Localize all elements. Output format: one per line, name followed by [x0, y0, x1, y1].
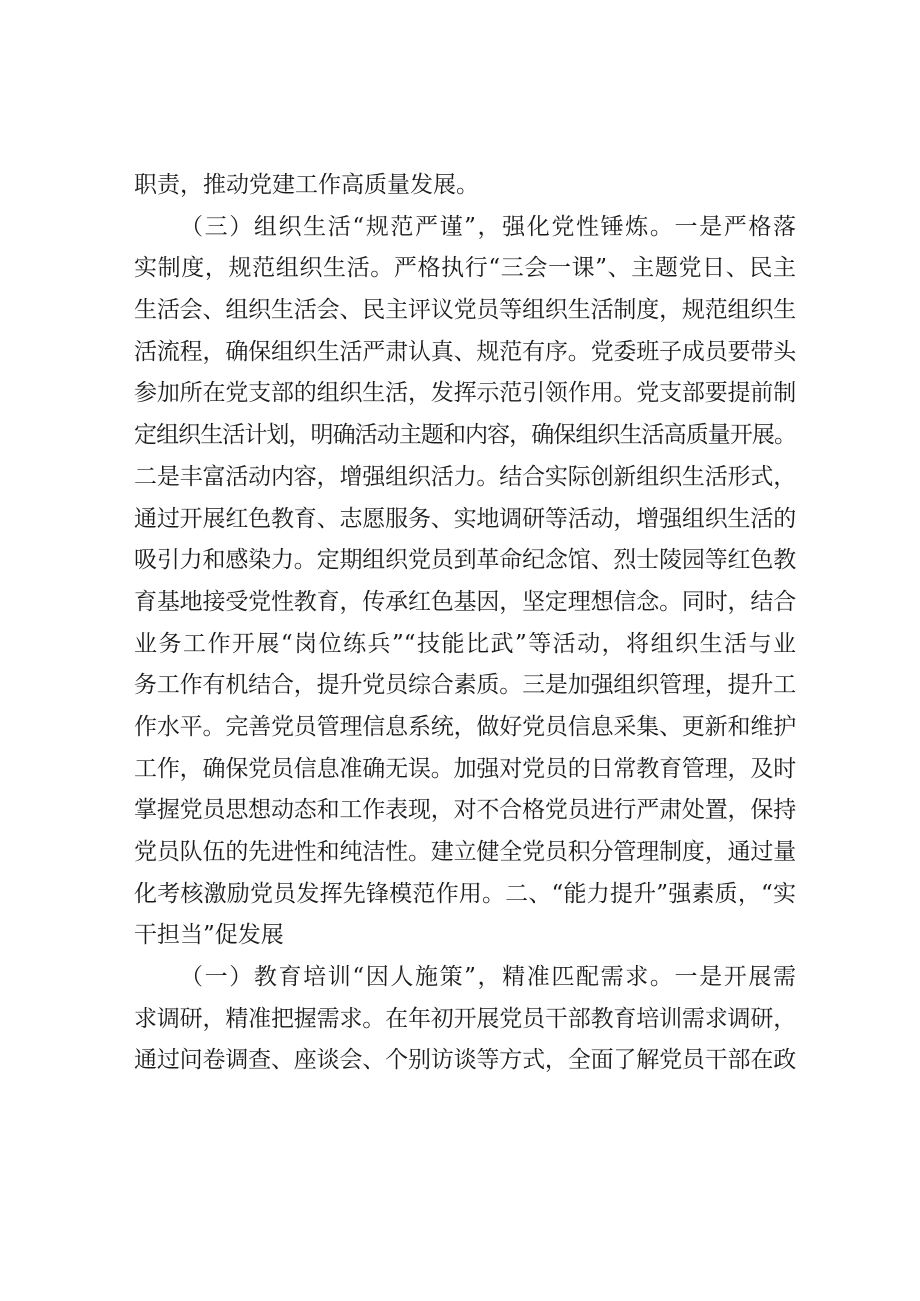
- paragraph-line: 务工作有机结合，提升党员综合素质。三是加强组织管理，提升工: [134, 672, 796, 699]
- document-body: [134, 165, 796, 1082]
- paragraph-line: 生活会、组织生活会、民主评议党员等组织生活制度，规范组织生: [134, 297, 796, 324]
- paragraph-line: 实制度，规范组织生活。严格执行“三会一课”、主题党日、民主: [134, 255, 796, 282]
- paragraph-line: 求调研，精准把握需求。在年初开展党员干部教育培训需求调研，: [134, 1005, 796, 1032]
- paragraph-line: （一）教育培训“因人施策”，精准匹配需求。一是开展需: [180, 964, 796, 991]
- paragraph-line: 化考核激励党员发挥先锋模范作用。二、“能力提升”强素质，“实: [134, 880, 796, 907]
- paragraph-line: 通过问卷调查、座谈会、个别访谈等方式，全面了解党员干部在政: [134, 1047, 796, 1074]
- paragraph-line: 作水平。完善党员管理信息系统，做好党员信息采集、更新和维护: [134, 713, 796, 740]
- paragraph-line: 参加所在党支部的组织生活，发挥示范引领作用。党支部要提前制: [134, 380, 796, 407]
- paragraph-line: 掌握党员思想动态和工作表现，对不合格党员进行严肃处置，保持: [134, 797, 796, 824]
- paragraph-line: 通过开展红色教育、志愿服务、实地调研等活动，增强组织生活的: [134, 505, 796, 532]
- paragraph-line: 吸引力和感染力。定期组织党员到革命纪念馆、烈士陵园等红色教: [134, 547, 796, 574]
- paragraph-line: （三）组织生活“规范严谨”，强化党性锤炼。一是严格落: [180, 213, 796, 240]
- section-heading-line: 干担当”促发展: [134, 922, 284, 949]
- paragraph-line: 职责，推动党建工作高质量发展。: [134, 172, 479, 198]
- paragraph-line: 育基地接受党性教育，传承红色基因，坚定理想信念。同时，结合: [134, 588, 796, 615]
- paragraph-line: 党员队伍的先进性和纯洁性。建立健全党员积分管理制度，通过量: [134, 839, 796, 865]
- paragraph-line: 定组织生活计划，明确活动主题和内容，确保组织生活高质量开展。: [134, 422, 796, 449]
- paragraph-line: 二是丰富活动内容，增强组织活力。结合实际创新组织生活形式，: [134, 463, 796, 490]
- paragraph-line: 工作，确保党员信息准确无误。加强对党员的日常教育管理，及时: [134, 755, 796, 782]
- paragraph-line: 活流程，确保组织生活严肃认真、规范有序。党委班子成员要带头: [134, 338, 796, 365]
- paragraph-line: 业务工作开展“岗位练兵”“技能比武”等活动，将组织生活与业: [134, 630, 796, 657]
